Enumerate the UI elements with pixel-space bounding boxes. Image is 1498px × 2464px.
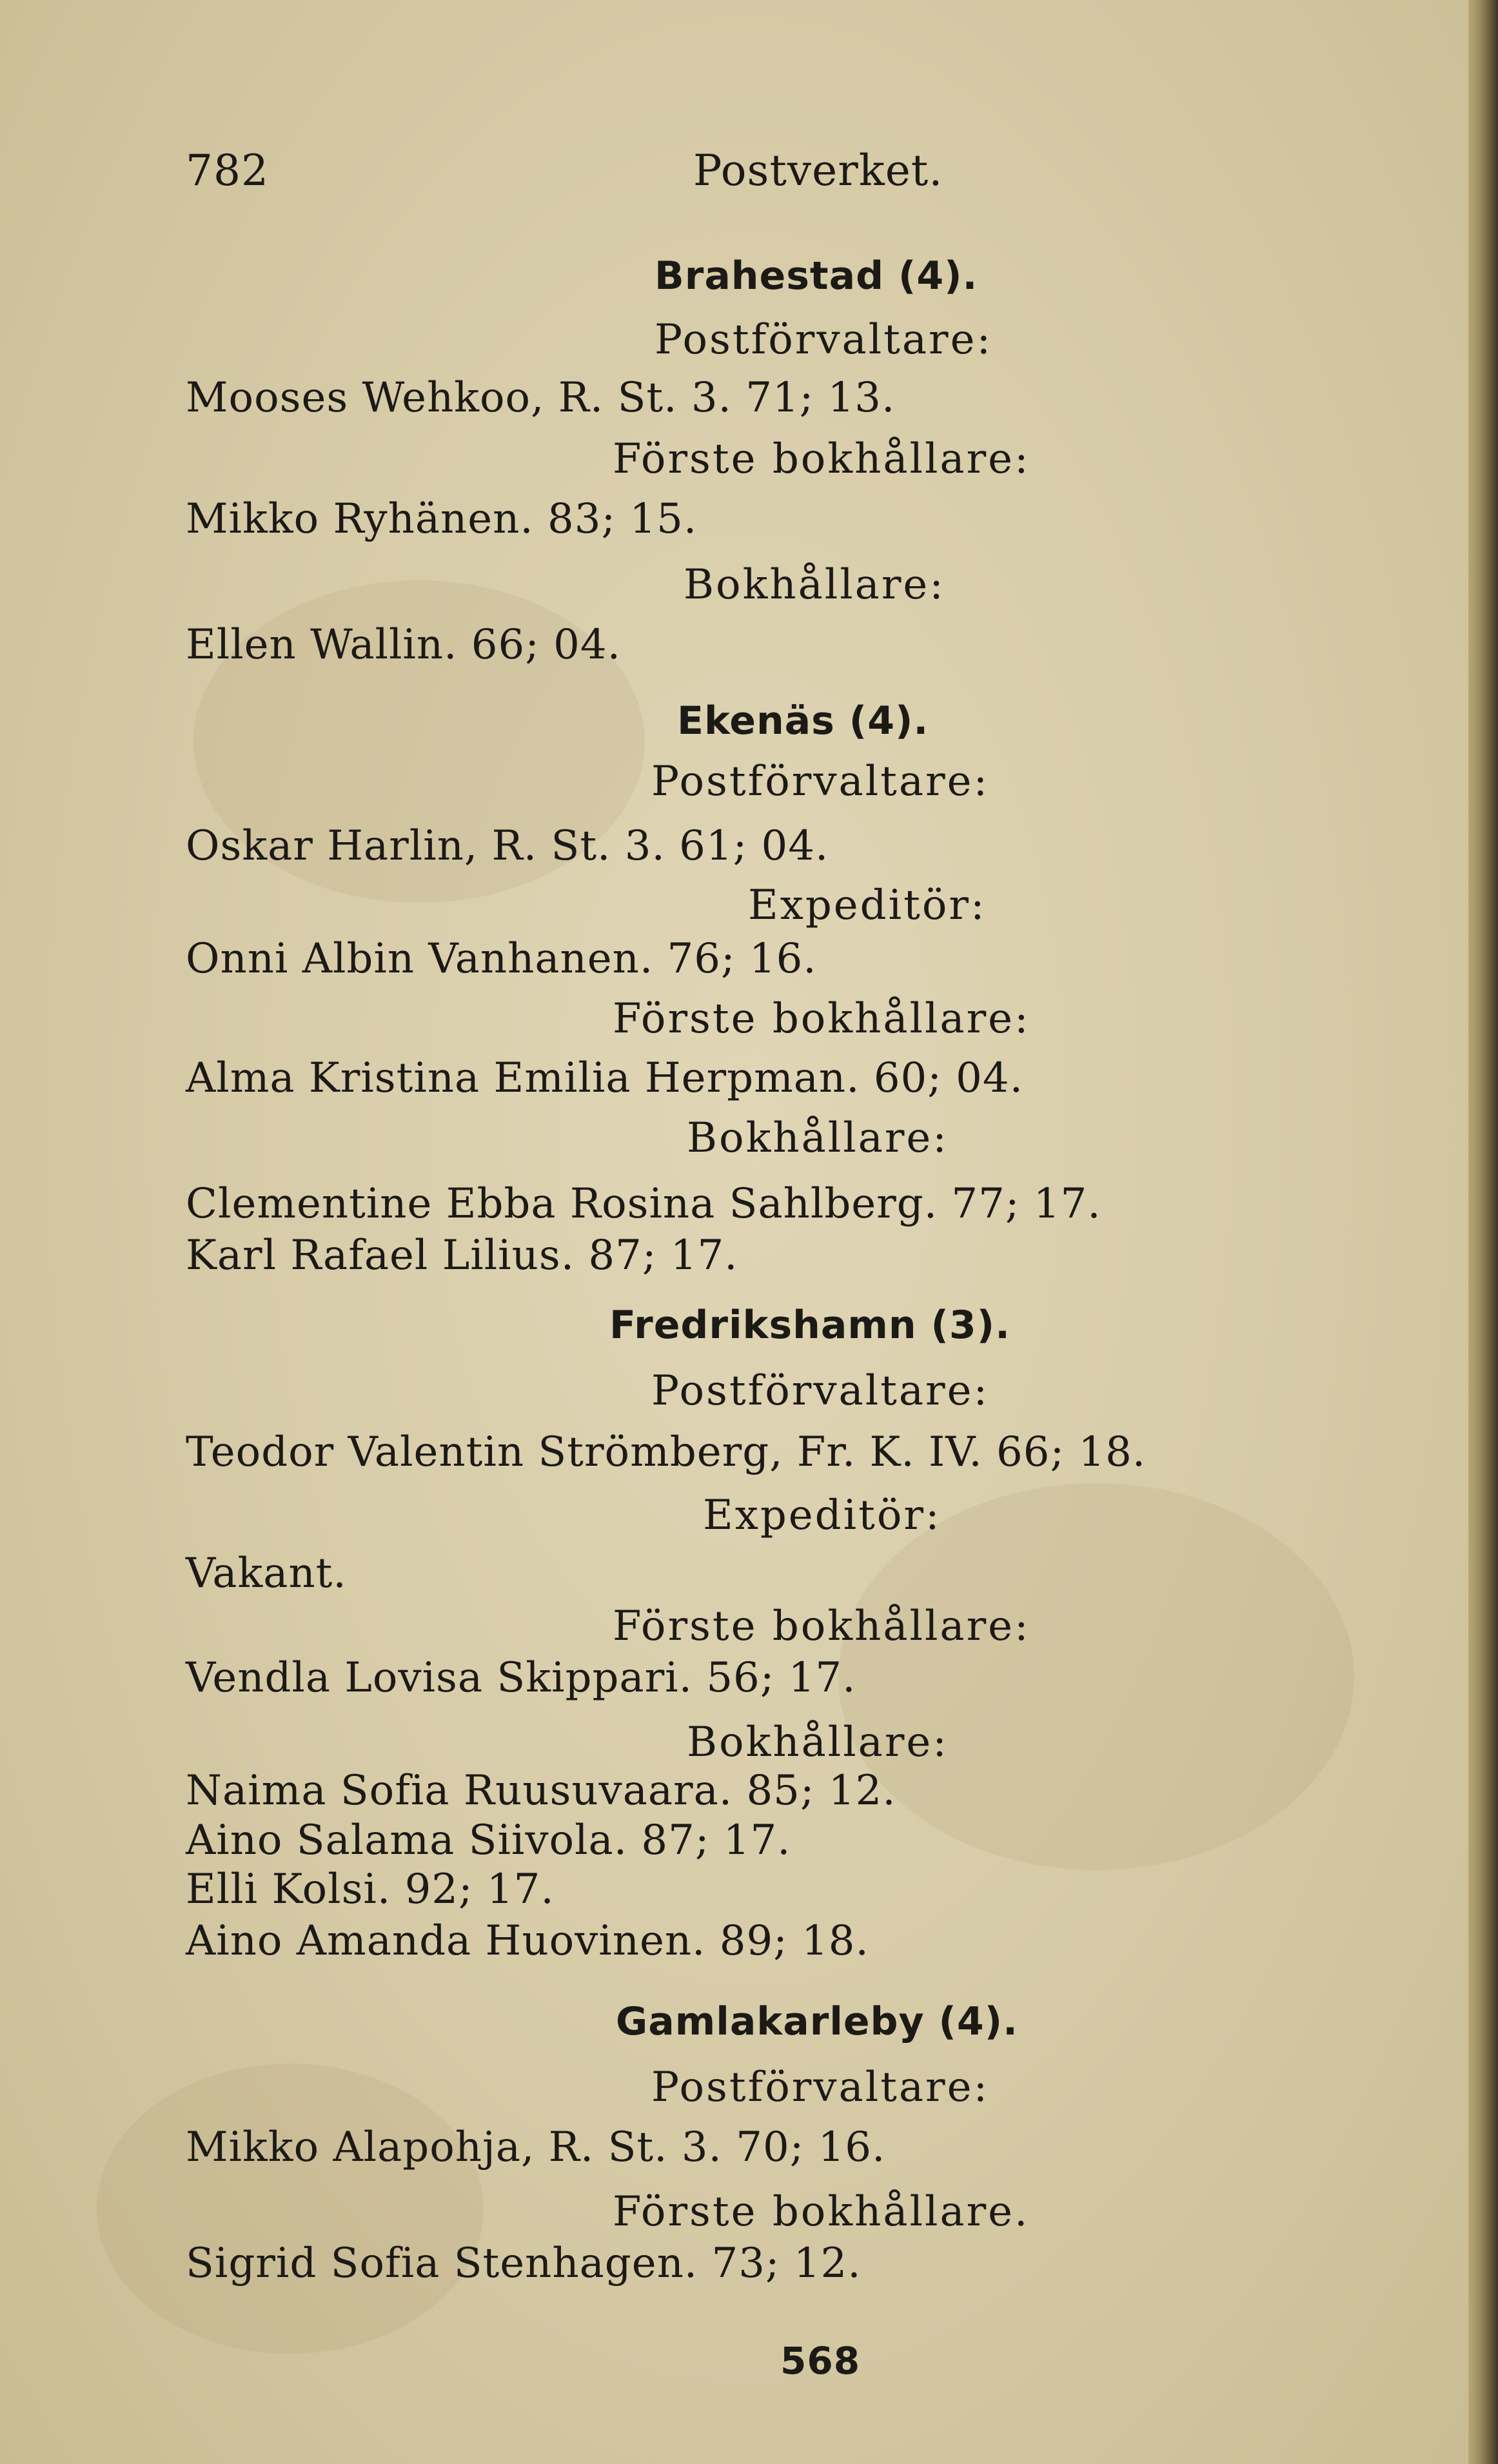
position-title: Förste bokhållare: xyxy=(613,995,1030,1043)
position-title: Bokhållare: xyxy=(687,1114,949,1162)
position-title: Bokhållare: xyxy=(684,561,945,609)
page-number: 782 xyxy=(186,146,269,195)
person-entry: Elli Kolsi. 92; 17. xyxy=(186,1866,555,1913)
position-title: Postförvaltare: xyxy=(651,758,990,805)
page-edge xyxy=(1468,0,1498,2464)
place-heading-ekenas: Ekenäs (4). xyxy=(677,698,929,744)
person-entry: Naima Sofia Ruusuvaara. 85; 12. xyxy=(186,1767,896,1815)
signature-number: 568 xyxy=(780,2339,861,2383)
person-entry: Vakant. xyxy=(186,1550,347,1597)
person-entry: Vendla Lovisa Skippari. 56; 17. xyxy=(186,1654,856,1702)
place-heading-gamlakarleby: Gamlakarleby (4). xyxy=(616,1999,1018,2044)
position-title: Postförvaltare: xyxy=(655,316,993,364)
position-title: Förste bokhållare: xyxy=(613,1602,1030,1650)
person-entry: Teodor Valentin Strömberg, Fr. K. IV. 66; 18. xyxy=(186,1428,1147,1476)
position-title: Postförvaltare: xyxy=(651,2064,990,2111)
paper-stain xyxy=(838,1483,1354,1870)
person-entry: Karl Rafael Lilius. 87; 17. xyxy=(186,1232,738,1279)
person-entry: Mikko Ryhänen. 83; 15. xyxy=(186,495,698,543)
position-title: Expeditör: xyxy=(748,882,987,929)
person-entry: Mooses Wehkoo, R. St. 3. 71; 13. xyxy=(186,374,896,422)
position-title: Förste bokhållare. xyxy=(613,2188,1030,2236)
paper-stain xyxy=(97,2064,484,2354)
person-entry: Mikko Alapohja, R. St. 3. 70; 16. xyxy=(186,2124,886,2171)
person-entry: Sigrid Sofia Stenhagen. 73; 12. xyxy=(186,2240,862,2287)
position-title: Postförvaltare: xyxy=(651,1367,990,1415)
person-entry: Onni Albin Vanhanen. 76; 16. xyxy=(186,935,817,983)
person-entry: Ellen Wallin. 66; 04. xyxy=(186,621,621,669)
position-title: Expeditör: xyxy=(703,1492,941,1539)
person-entry: Oskar Harlin, R. St. 3. 61; 04. xyxy=(186,822,829,870)
position-title: Förste bokhållare: xyxy=(613,435,1030,483)
person-entry: Aino Salama Siivola. 87; 17. xyxy=(186,1817,791,1864)
person-entry: Alma Kristina Emilia Herpman. 60; 04. xyxy=(186,1054,1023,1102)
place-heading-fredrikshamn: Fredrikshamn (3). xyxy=(609,1303,1010,1348)
person-entry: Aino Amanda Huovinen. 89; 18. xyxy=(186,1917,869,1965)
person-entry: Clementine Ebba Rosina Sahlberg. 77; 17. xyxy=(186,1180,1101,1228)
place-heading-brahestad: Brahestad (4). xyxy=(655,253,978,299)
position-title: Bokhållare: xyxy=(687,1719,949,1766)
running-title: Postverket. xyxy=(693,146,943,195)
